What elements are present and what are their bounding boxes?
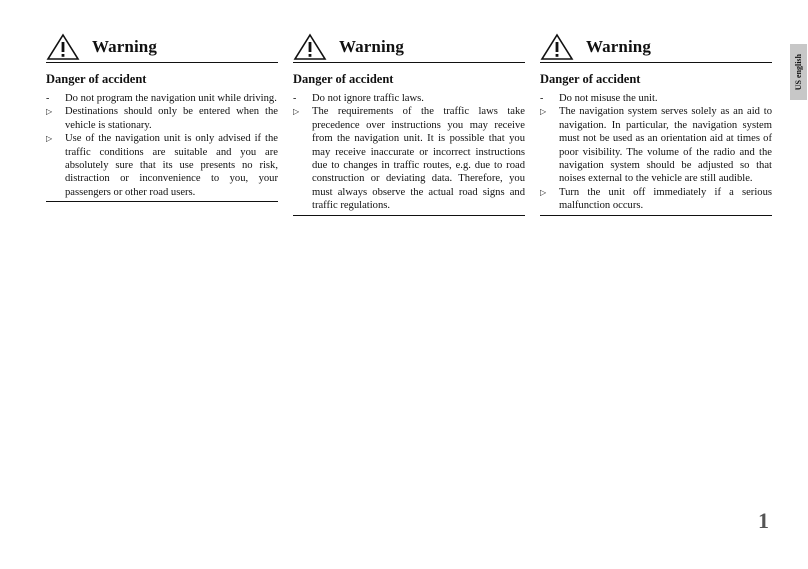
warning-list: [293, 92, 525, 213]
item-text: Do not ignore traffic laws.: [312, 93, 424, 104]
warning-title: Warning: [339, 37, 404, 56]
item-text: The navigation system serves solely as an aid to navigation. In particular, the navigation system must not be used as an orientation aid at times of poor visibility. The volume of the radio and the navigation system should be adjusted so that noises external to the vehicle are still audible.: [559, 106, 772, 185]
warning-triangle-icon: [46, 33, 80, 61]
language-tab-label: US english: [794, 53, 803, 91]
item-text: Use of the navigation unit is only advised if the traffic conditions are suitable and you are absolutely sure that its use presents no risk, distraction or inconvenience to you, your passengers or other road users.: [65, 133, 278, 198]
dash-bullet: -: [293, 93, 297, 104]
triangle-bullet-icon: ▷: [46, 107, 53, 117]
triangle-bullet-icon: ▷: [540, 107, 547, 117]
warning-subheading: Danger of accident: [293, 72, 394, 86]
warning-column-1: [46, 32, 278, 202]
warning-header: [46, 32, 278, 63]
section-divider: [293, 215, 525, 216]
dash-bullet: -: [46, 93, 50, 104]
list-item: [46, 105, 278, 132]
list-item: [540, 186, 772, 213]
item-text: Destinations should only be entered when the vehicle is stationary.: [65, 106, 278, 131]
item-text: Do not program the navigation unit while driving.: [65, 93, 277, 104]
section-divider: [540, 215, 772, 216]
warning-subheading: Danger of accident: [540, 72, 641, 86]
triangle-bullet-icon: ▷: [293, 107, 300, 117]
warning-list: [540, 92, 772, 213]
section-divider: [46, 201, 278, 202]
list-item: [46, 132, 278, 199]
warning-column-3: [540, 32, 772, 216]
list-item: [540, 105, 772, 185]
warning-subheading: Danger of accident: [46, 72, 147, 86]
triangle-bullet-icon: ▷: [46, 134, 53, 144]
warning-title: Warning: [586, 37, 651, 56]
page-number: 1: [758, 508, 769, 533]
list-item: [293, 105, 525, 212]
warning-triangle-icon: [540, 33, 574, 61]
dash-bullet: -: [540, 93, 544, 104]
item-text: Turn the unit off immediately if a serious malfunction occurs.: [559, 186, 772, 212]
list-item: [540, 92, 772, 105]
language-tab: [790, 44, 807, 100]
list-item: [46, 92, 278, 105]
warning-column-2: [293, 32, 525, 216]
triangle-bullet-icon: ▷: [540, 187, 547, 197]
item-text: The requirements of the traffic laws take precedence over instructions you may receive from the navigation unit. It is possible that you may receive inaccurate or incorrect instructions due to changes in traffic routes, e.g. due to road construction or deviating data. Therefore, you must always observe the actual road signs and traffic regulations.: [312, 106, 525, 212]
item-text: Do not misuse the unit.: [559, 93, 658, 104]
warning-header: [540, 32, 772, 63]
warning-list: [46, 92, 278, 199]
warning-header: [293, 32, 525, 63]
warning-title: Warning: [92, 37, 157, 56]
list-item: [293, 92, 525, 105]
warning-triangle-icon: [293, 33, 327, 61]
